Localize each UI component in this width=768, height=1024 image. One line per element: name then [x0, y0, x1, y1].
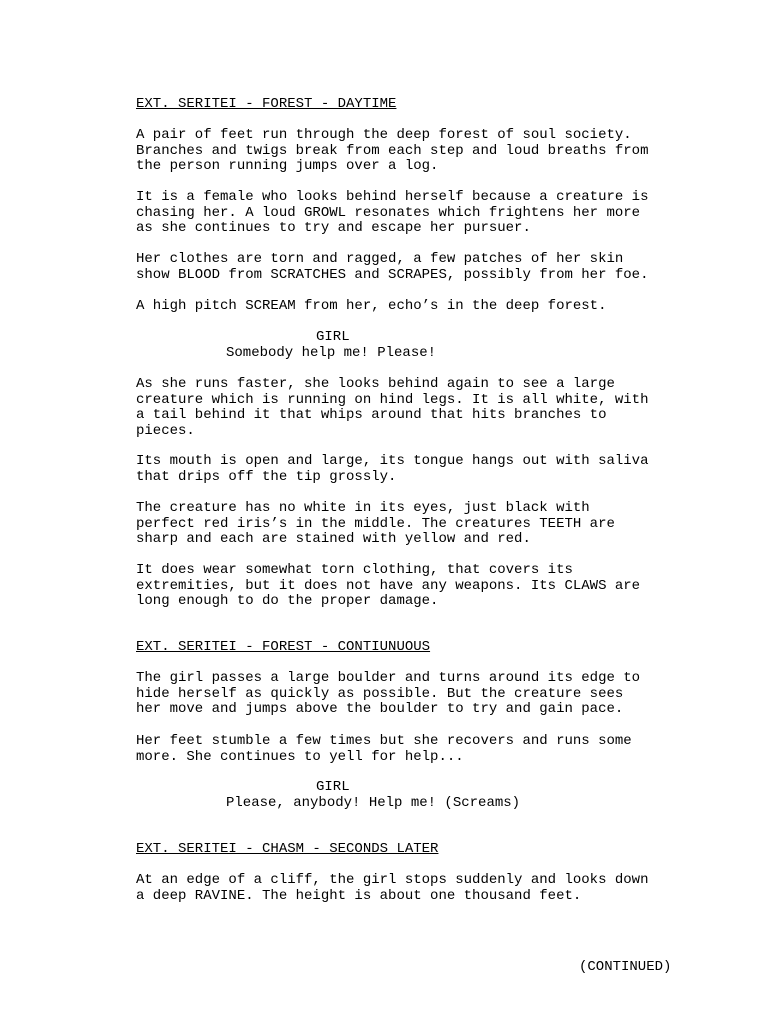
action-paragraph: It is a female who looks behind herself because a creature is chasing her. A loud GROWL resonates which frightens her more as she continues to try and escape her pursuer.: [136, 189, 649, 237]
scene-heading: EXT. SERITEI - FOREST - DAYTIME: [136, 96, 397, 112]
continued-marker: (CONTINUED): [579, 959, 672, 975]
dialogue-line: Somebody help me! Please!: [226, 345, 437, 361]
action-paragraph: At an edge of a cliff, the girl stops suddenly and looks down a deep RAVINE. The height is about one thousand feet.: [136, 872, 649, 904]
action-paragraph: Her clothes are torn and ragged, a few patches of her skin show BLOOD from SCRATCHES and SCRAPES, possibly from her foe.: [136, 251, 649, 283]
action-paragraph: As she runs faster, she looks behind again to see a large creature which is running on hind legs. It is all white, with a tail behind it that whips around that hits branches to pieces.: [136, 376, 649, 439]
scene-heading: EXT. SERITEI - CHASM - SECONDS LATER: [136, 841, 439, 857]
character-name: GIRL: [316, 779, 350, 795]
action-paragraph: It does wear somewhat torn clothing, that covers its extremities, but it does not have any weapons. Its CLAWS are long enough to do the proper damage.: [136, 562, 641, 610]
action-paragraph: Her feet stumble a few times but she recovers and runs some more. She continues to yell for help...: [136, 733, 632, 765]
action-paragraph: Its mouth is open and large, its tongue hangs out with saliva that drips off the tip grossly.: [136, 453, 649, 485]
scene-heading: EXT. SERITEI - FOREST - CONTIUNUOUS: [136, 639, 431, 655]
action-paragraph: A pair of feet run through the deep forest of soul society. Branches and twigs break from each step and loud breaths from the person running jumps over a log.: [136, 127, 649, 175]
dialogue-line: Please, anybody! Help me! (Screams): [226, 795, 521, 811]
action-paragraph: The creature has no white in its eyes, just black with perfect red iris’s in the middle. The creatures TEETH are sharp and each are stained with yellow and red.: [136, 500, 615, 548]
action-paragraph: The girl passes a large boulder and turns around its edge to hide herself as quickly as possible. But the creature sees her move and jumps above the boulder to try and gain pace.: [136, 670, 641, 718]
action-paragraph: A high pitch SCREAM from her, echo’s in the deep forest.: [136, 298, 607, 314]
character-name: GIRL: [316, 329, 350, 345]
